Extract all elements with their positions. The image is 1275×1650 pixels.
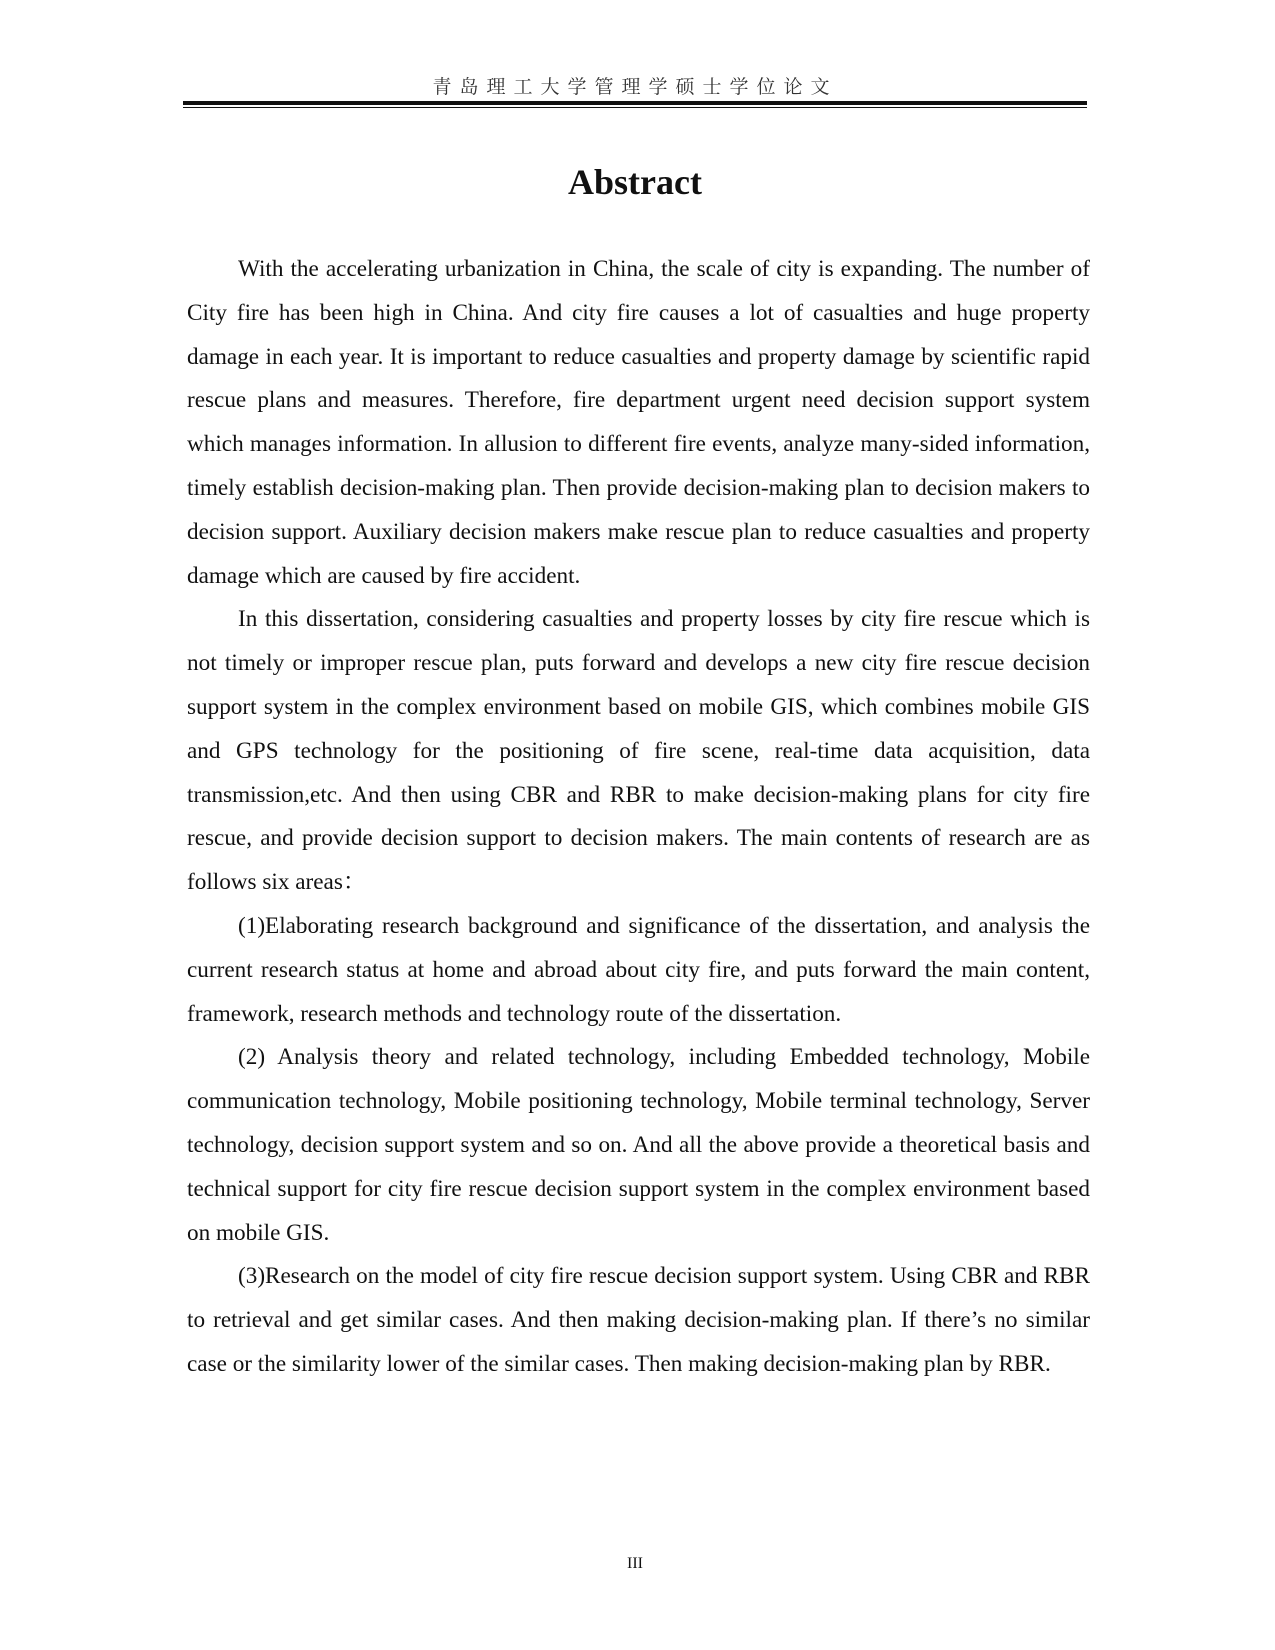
page-number: III xyxy=(627,1555,643,1572)
page-title: Abstract xyxy=(568,162,702,202)
header-rule-thin xyxy=(183,107,1087,108)
paragraph-area-3: (3)Research on the model of city fire rescue decision support system. Using CBR and RBR to retrieval and get similar cases. And then making decision-making plan. If there’s no similar case or the similarity lower of the similar cases. Then making decision-making plan by RBR. xyxy=(187,1263,1090,1377)
paragraph-area-2: (2) Analysis theory and related technology, including Embedded technology, Mobile communication technology, Mobile positioning technology, Mobile terminal technology, Server technology, decision support system and so on. And all the above provide a theoretical basis and technical support for city fire rescue decision support system in the complex environment based on mobile GIS. xyxy=(187,1044,1090,1246)
abstract-body xyxy=(187,248,1090,1387)
paragraph-overview: In this dissertation, considering casualties and property losses by city fire rescue which is not timely or improper rescue plan, puts forward and develops a new city fire rescue decision support system in the complex environment based on mobile GIS, which combines mobile GIS and GPS technology for the positioning of fire scene, real-time data acquisition, data transmission,etc. And then using CBR and RBR to make decision-making plans for city fire rescue, and provide decision support to decision makers. The main contents of research are as follows six areas： xyxy=(187,606,1090,896)
running-header: 青岛理工大学管理学硕士学位论文 xyxy=(432,76,838,98)
paragraph-area-1: (1)Elaborating research background and significance of the dissertation, and analysis the current research status at home and abroad about city fire, and puts forward the main content, framework, research methods and technology route of the dissertation. xyxy=(187,912,1090,1027)
header-rule-thick xyxy=(183,101,1087,105)
paragraph-intro: With the accelerating urbanization in China, the scale of city is expanding. The number of City fire has been high in China. And city fire causes a lot of casualties and huge property damage in each year. It is important to reduce casualties and property damage by scientific rapid rescue plans and measures. Therefore, fire department urgent need decision support system which manages information. In allusion to different fire events, analyze many-sided information, timely establish decision-making plan. Then provide decision-making plan to decision makers to decision support. Auxiliary decision makers make rescue plan to reduce casualties and property damage which are caused by fire accident. xyxy=(187,256,1090,589)
